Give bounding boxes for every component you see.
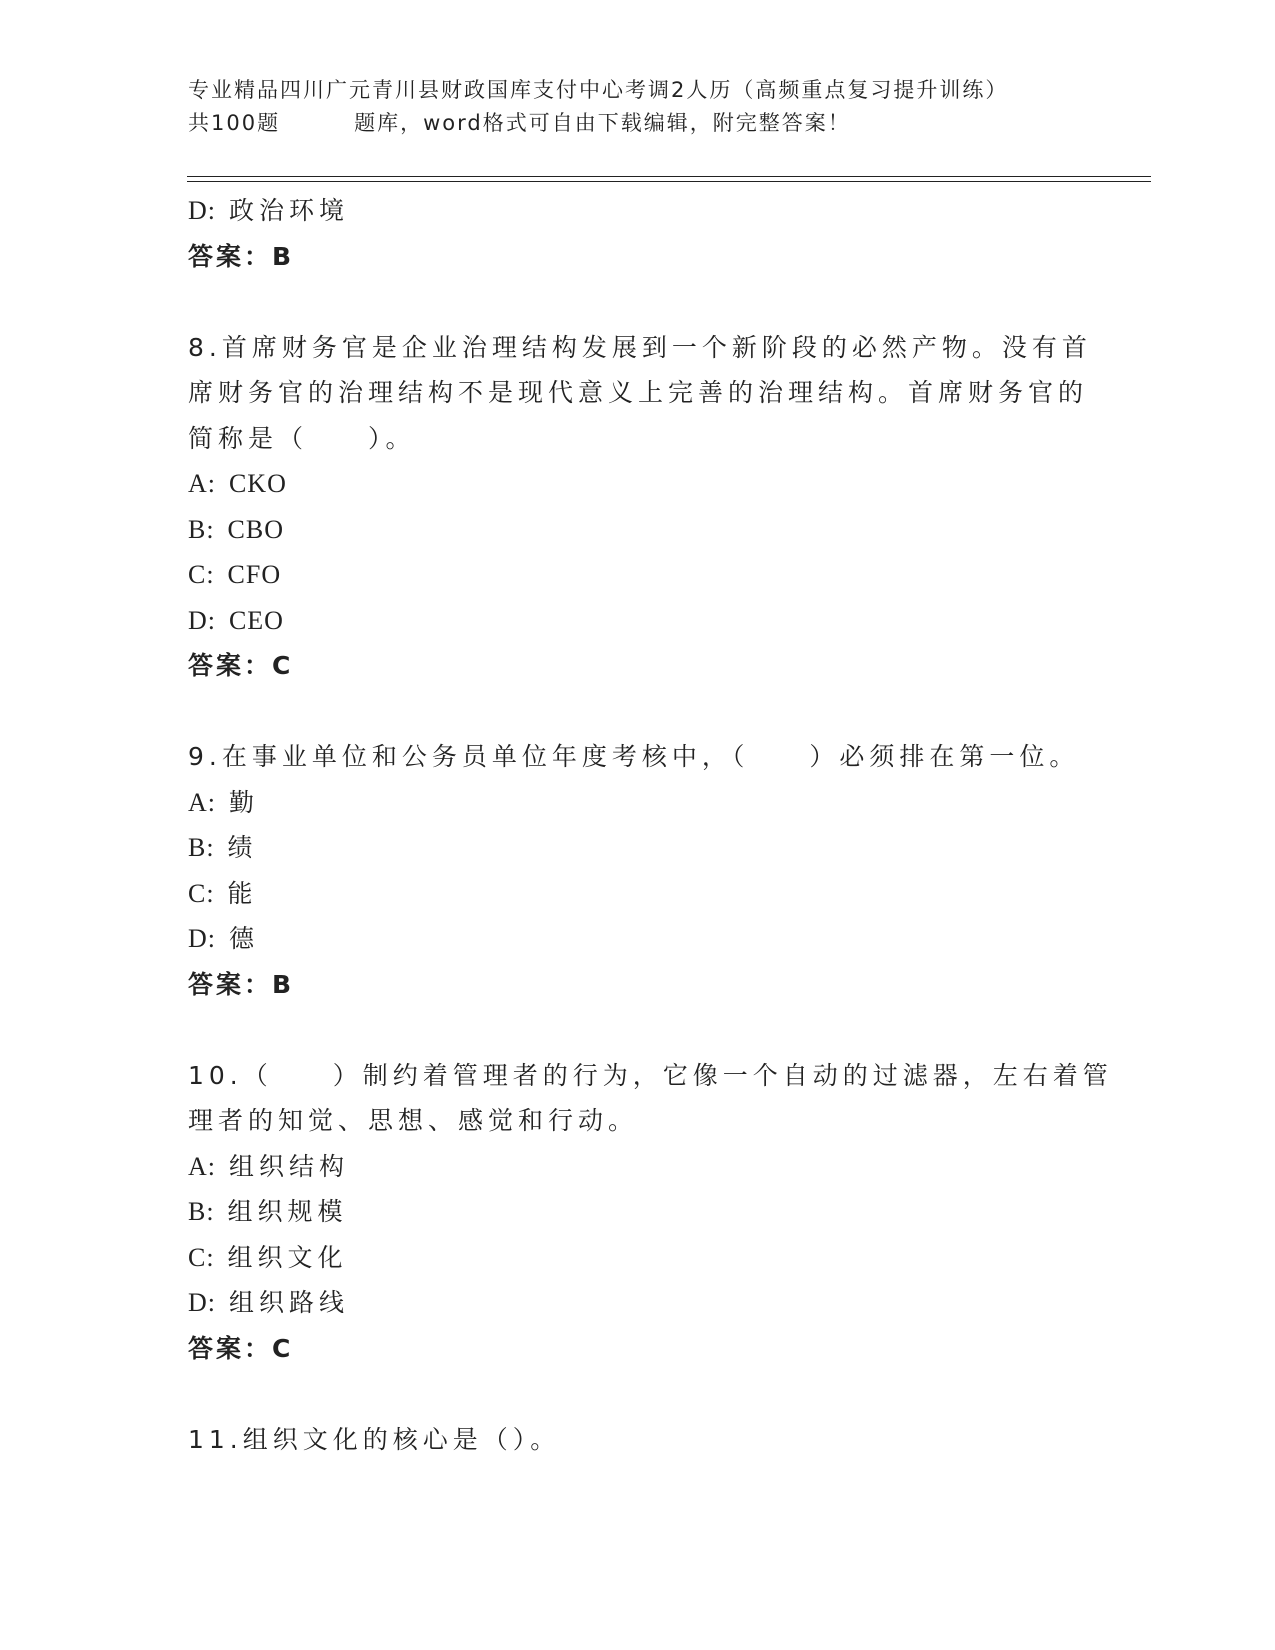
q9-text-line-1: 9.在事业单位和公务员单位年度考核中，（ ）必须排在第一位。 — [188, 742, 1080, 771]
option-text: 政治环境 — [228, 196, 349, 225]
option-letter: C: — [188, 1242, 215, 1272]
option-text: 组织文化 — [227, 1242, 348, 1272]
option-text: 勤 — [228, 787, 259, 817]
q8-option-c — [188, 552, 1088, 598]
option-letter: C: — [188, 878, 215, 908]
q8-answer: 答案：C — [188, 651, 294, 680]
q11-text-line-1: 11.组织文化的核心是（）。 — [188, 1424, 561, 1454]
q8-text-line-2: 席财务官的治理结构不是现代意义上完善的治理结构。首席财务官的 — [188, 378, 1089, 407]
header-title: 专业精品四川广元青川县财政国库支付中心考调2人历（高频重点复习提升训练） — [188, 78, 1009, 102]
header-divider-top — [187, 176, 1151, 177]
option-letter: C: — [188, 560, 215, 589]
q9-option-b — [188, 825, 1088, 871]
option-text: 能 — [227, 878, 258, 908]
q10-option-a — [188, 1144, 1088, 1190]
option-text: 绩 — [227, 833, 258, 862]
q10-text-line-1: 10.（ ）制约着管理者的行为，它像一个自动的过滤器，左右着管 — [188, 1060, 1113, 1090]
option-text: 德 — [228, 924, 259, 953]
q10-option-b — [188, 1189, 1088, 1235]
q9-option-a — [188, 780, 1088, 826]
option-text: CBO — [227, 514, 284, 544]
header-subtitle — [188, 107, 1088, 140]
option-letter: D: — [188, 196, 216, 225]
option-letter: D: — [188, 605, 216, 635]
option-letter: A: — [188, 469, 216, 498]
option-text: CFO — [227, 560, 282, 589]
option-letter: B: — [188, 1197, 215, 1226]
option-letter: B: — [188, 833, 215, 862]
option-text: 组织规模 — [227, 1197, 348, 1226]
option-letter: A: — [188, 787, 216, 817]
q10-answer: 答案：C — [188, 1333, 294, 1363]
q7-answer: 答案：B — [188, 241, 295, 271]
header-question-count: 共100题 — [188, 111, 281, 135]
q9-answer: 答案：B — [188, 969, 295, 999]
q10-option-c — [188, 1235, 1088, 1281]
option-letter: B: — [188, 514, 215, 544]
q7-option-d — [188, 188, 1088, 234]
page-header — [188, 74, 1088, 140]
option-text: CKO — [228, 469, 287, 498]
question-content — [188, 188, 1113, 1462]
option-text: 组织路线 — [228, 1288, 349, 1317]
q8-option-b — [188, 507, 1088, 553]
option-text: CEO — [228, 605, 284, 635]
option-letter: D: — [188, 924, 216, 953]
q8-option-a — [188, 461, 1088, 507]
q9-option-d — [188, 916, 1088, 962]
option-letter: D: — [188, 1288, 216, 1317]
option-letter: A: — [188, 1151, 216, 1181]
option-text: 组织结构 — [228, 1151, 349, 1181]
q8-text-line-3: 简称是（ ）。 — [188, 423, 416, 453]
header-description: 题库，word格式可自由下载编辑，附完整答案！ — [354, 111, 851, 135]
q10-text-line-2: 理者的知觉、思想、感觉和行动。 — [188, 1106, 639, 1135]
q10-option-d — [188, 1280, 1088, 1326]
q8-option-d — [188, 598, 1088, 644]
header-divider-bottom — [187, 181, 1151, 182]
q8-text-line-1: 8.首席财务官是企业治理结构发展到一个新阶段的必然产物。没有首 — [188, 332, 1092, 362]
q9-option-c — [188, 871, 1088, 917]
